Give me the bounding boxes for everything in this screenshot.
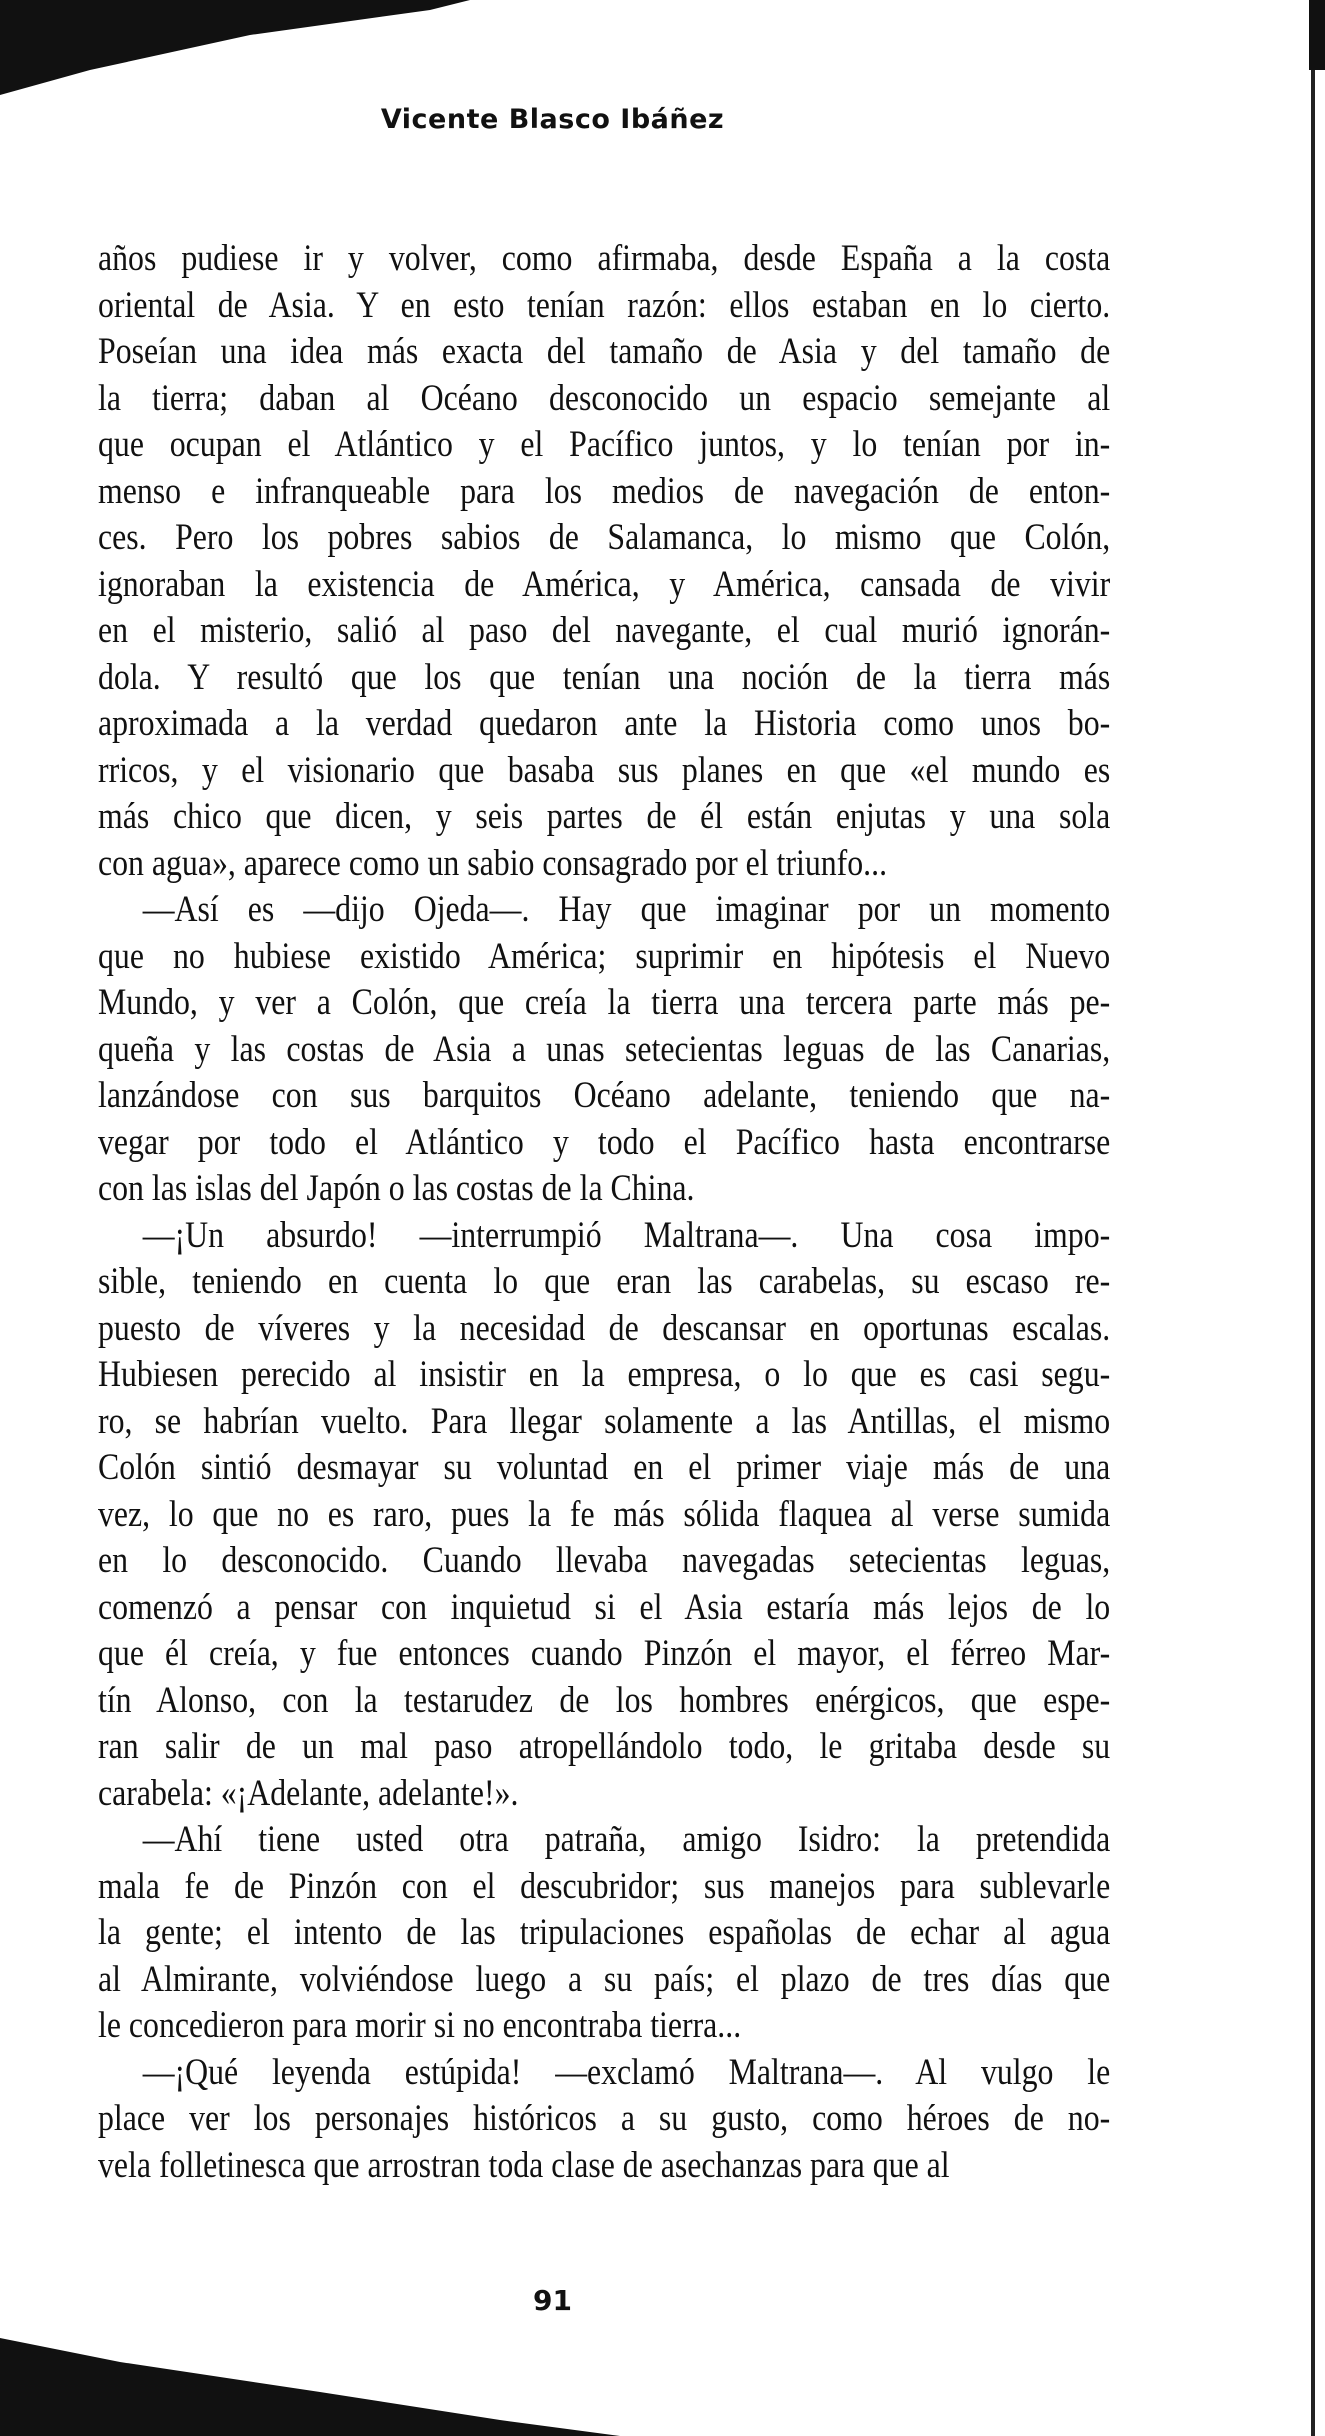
text-line: ces. Pero los pobres sabios de Salamanca, lo mismo que Colón,	[98, 517, 1111, 558]
text-line: vegar por todo el Atlántico y todo el Pacífico hasta encontrarse	[98, 1121, 1111, 1163]
text-line: mala fe de Pinzón con el descubridor; sus manejos para sublevarle	[98, 1865, 1111, 1907]
text-line: vela folletinesca que arrostran toda clase de asechanzas para que al	[98, 2144, 950, 2186]
text-line: —¡Qué leyenda estúpida! —exclamó Maltrana—. Al vulgo le	[142, 2051, 1111, 2093]
text-line: en el misterio, salió al paso del navegante, el cual murió ignorán-	[98, 610, 1111, 651]
text-line: vez, lo que no es raro, pues la fe más sólida flaquea al verse sumida	[98, 1493, 1111, 1535]
text-line: que no hubiese existido América; suprimir en hipótesis el Nuevo	[98, 935, 1111, 977]
text-line: carabela: «¡Adelante, adelante!».	[98, 1772, 519, 1814]
text-line: años pudiese ir y volver, como afirmaba, desde España a la costa	[98, 238, 1111, 279]
text-line: comenzó a pensar con inquietud si el Asia estaría más lejos de lo	[98, 1586, 1111, 1628]
text-line: ignoraban la existencia de América, y América, cansada de vivir	[98, 563, 1111, 605]
text-line: que él creía, y fue entonces cuando Pinzón el mayor, el férreo Mar-	[98, 1633, 1111, 1674]
text-line: ran salir de un mal paso atropellándolo todo, le gritaba desde su	[98, 1726, 1111, 1767]
text-line: Colón sintió desmayar su voluntad en el primer viaje más de una	[98, 1447, 1111, 1488]
text-line: con las islas del Japón o las costas de la China.	[98, 1168, 695, 1209]
text-line: le concedieron para morir si no encontraba tierra...	[98, 2005, 742, 2046]
text-line: —Así es —dijo Ojeda—. Hay que imaginar por un momento	[142, 889, 1111, 930]
text-line: —Ahí tiene usted otra patraña, amigo Isidro: la pretendida	[142, 1819, 1111, 1860]
text-line: dola. Y resultó que los que tenían una noción de la tierra más	[98, 656, 1111, 698]
text-line: tín Alonso, con la testarudez de los hombres enérgicos, que espe-	[98, 1679, 1111, 1721]
text-line: queña y las costas de Asia a unas setecientas leguas de las Canarias,	[98, 1028, 1111, 1070]
text-line: la tierra; daban al Océano desconocido un espacio semejante al	[98, 377, 1111, 419]
text-line: Hubiesen perecido al insistir en la empresa, o lo que es casi segu-	[98, 1354, 1111, 1395]
right-edge-line	[1311, 70, 1315, 2436]
text-line: menso e infranqueable para los medios de navegación de enton-	[98, 470, 1111, 512]
text-line: place ver los personajes históricos a su gusto, como héroes de no-	[98, 2098, 1111, 2139]
page-number: 91	[533, 2284, 572, 2317]
body-text	[98, 236, 1110, 2189]
text-line: Mundo, y ver a Colón, que creía la tierra una tercera parte más pe-	[98, 982, 1111, 1023]
text-line: al Almirante, volviéndose luego a su país; el plazo de tres días que	[98, 1958, 1111, 2000]
text-line: aproximada a la verdad quedaron ante la Historia como unos bo-	[98, 703, 1111, 744]
text-line: lanzándose con sus barquitos Océano adelante, teniendo que na-	[98, 1075, 1111, 1116]
bottom-left-scan-shadow	[0, 2338, 620, 2436]
text-line: con agua», aparece como un sabio consagrado por el triunfo...	[98, 842, 888, 884]
running-header: Vicente Blasco Ibáñez	[380, 104, 725, 135]
text-line: puesto de víveres y la necesidad de descansar en oportunas escalas.	[98, 1307, 1111, 1349]
top-left-scan-shadow	[0, 0, 470, 95]
text-line: la gente; el intento de las tripulaciones españolas de echar al agua	[98, 1912, 1111, 1953]
text-line: en lo desconocido. Cuando llevaba navegadas setecientas leguas,	[98, 1540, 1111, 1581]
text-line: ro, se habrían vuelto. Para llegar solamente a las Antillas, el mismo	[98, 1400, 1111, 1442]
text-line: más chico que dicen, y seis partes de él están enjutas y una sola	[98, 796, 1111, 837]
text-line: que ocupan el Atlántico y el Pacífico juntos, y lo tenían por in-	[98, 424, 1111, 465]
text-line: sible, teniendo en cuenta lo que eran las carabelas, su escaso re-	[98, 1261, 1111, 1302]
text-line: Poseían una idea más exacta del tamaño de Asia y del tamaño de	[98, 331, 1111, 372]
text-line: —¡Un absurdo! —interrumpió Maltrana—. Una cosa impo-	[142, 1214, 1111, 1256]
text-line: oriental de Asia. Y en esto tenían razón: ellos estaban en lo cierto.	[98, 284, 1111, 326]
text-line: rricos, y el visionario que basaba sus planes en que «el mundo es	[98, 749, 1111, 791]
right-edge-shadow-top	[1309, 0, 1325, 70]
